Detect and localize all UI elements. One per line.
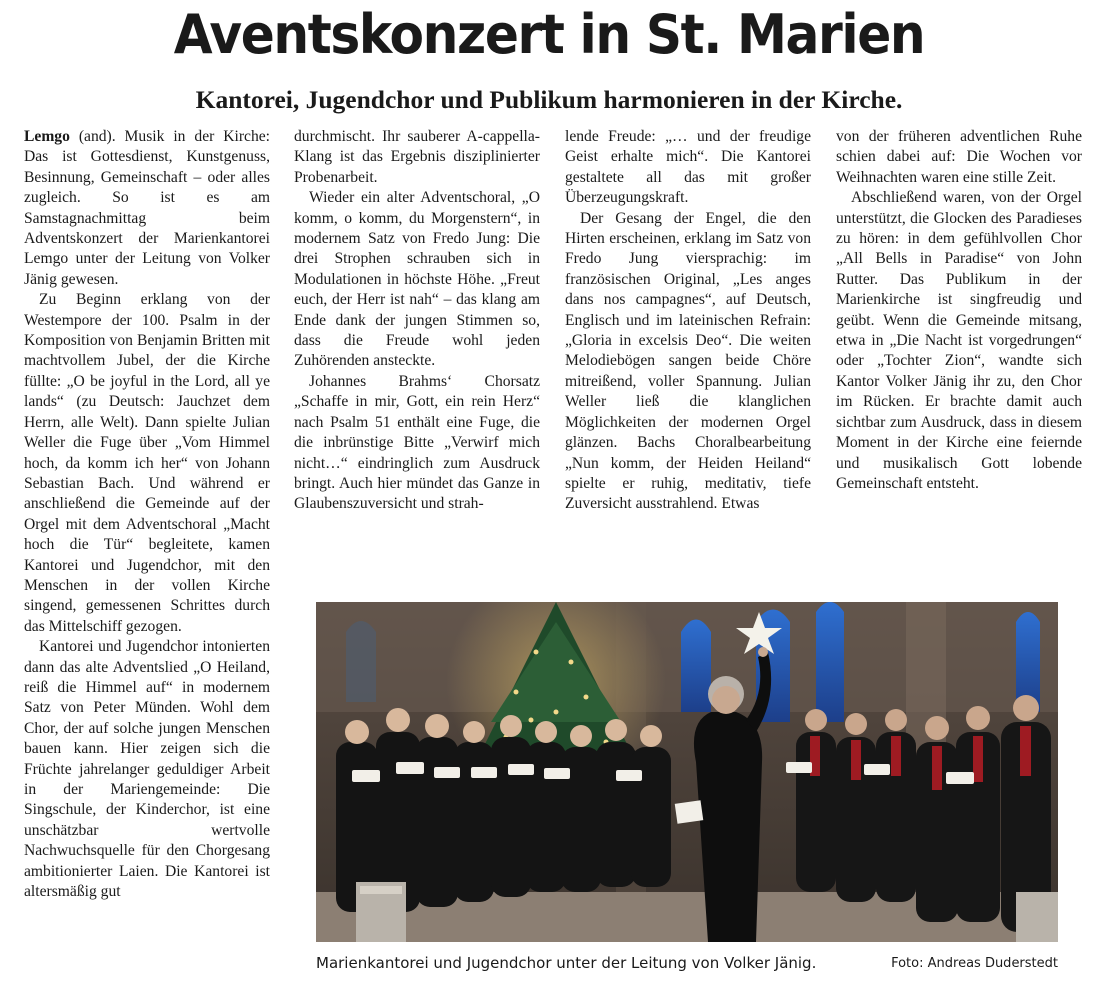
- photo-credit: Foto: Andreas Duderstedt: [891, 956, 1058, 971]
- paragraph: Johannes Brahms‘ Chorsatz „Schaffe in mir, Gott, ein rein Herz“ nach Psalm 51 enthält eine Fuge, die die inbrünstige Bitte „Verwirf mich nicht…“ eindringlich zum Ausdruck bringt. Auch hier mündet das Ganze in Glaubenszuversicht und strah-: [294, 372, 540, 513]
- paragraph: Der Gesang der Engel, die den Hirten erscheinen, erklang im Satz von Fredo Jung viersprachig: im französischen Original, „Les anges dans nos campagnes“, auf Deutsch, Englisch und im lateinischen Refrain: „Gloria in excelsis Deo“. Die weiten Melodiebögen sangen beide Chöre mitreißend, voller Spannung. Julian Weller ließ die klanglichen Möglichkeiten der modernen Orgel glänzen. Bachs Choralbearbeitung „Nun komm, der Heiden Heiland“ spielte er ruhig, meditativ, tiefe Zuversicht ausstrahlend. Etwas: [565, 209, 811, 513]
- paragraph: von der früheren adventlichen Ruhe schien dabei auf: Die Wochen vor Weihnachten waren eine stille Zeit.: [836, 128, 1082, 186]
- headline: Aventskonzert in St. Marien: [173, 3, 925, 66]
- paragraph: [24, 127, 270, 290]
- article-column-3: [565, 127, 811, 567]
- dateline: Lemgo: [24, 128, 70, 145]
- choir-left: [336, 708, 671, 912]
- pew-right: [1016, 892, 1058, 942]
- paragraph: Kantorei und Jugendchor intonierten dann das alte Adventslied „O Heiland, reiß die Himmel auf“ in modernem Satz von Peter Münden. Wohl dem Chor, der auf solche jungen Menschen bauen kann. Hier zeigen sich die Früchte jahrelanger geduldiger Arbeit in der Mariengemeinde: Die Singschule, der Kinderchor, ist eine unschätzbar wertvolle Nachwuchsquelle für den Chorgesang ambitionierter Laien. Die Kantorei ist altersmäßig gut: [24, 638, 270, 901]
- subheadline: Kantorei, Jugendchor und Publikum harmonieren in der Kirche.: [195, 85, 903, 114]
- paragraph: Wieder ein alter Adventschoral, „O komm, o komm, du Morgenstern“, in modernem Satz von Fredo Jung: Die drei Strophen schrauben sich in Modulationen in höchste Höhe. „Freut euch, der Herr ist nah“ – das klang am Ende dank der jungen Stimmen so, dass die Freude wohl jeden Zuhörenden ansteckte.: [294, 189, 540, 370]
- article-column-1: [24, 127, 270, 977]
- paragraph: durchmischt. Ihr sauberer A-cappella-Klang ist das Ergebnis disziplinierter Probenarbeit.: [294, 128, 540, 186]
- paragraph: Zu Beginn erklang von der Westempore der 100. Psalm in der Komposition von Benjamin Britten mit machtvollem Jubel, der die Kirche füllte: „O be joyful in the Lord, all ye lands“ (zu Deutsch: Jauchzet dem Herrn, alle Welt). Dann spielte Julian Weller die Fuge über „Vom Himmel hoch, da komm ich her“ von Johann Sebastian Bach. Und während er anschließend die Gemeinde auf der Orgel mit dem Adventschoral „Macht hoch die Tür“ begleitete, kamen Kantorei und Jugendchor, mit den Menschen in der vollen Kirche singend, gemessenen Schrittes durch das Mittelschiff gezogen.: [24, 291, 270, 635]
- photo-caption: Marienkantorei und Jugendchor unter der Leitung von Volker Jänig.: [316, 954, 817, 972]
- article-column-4: [836, 127, 1082, 567]
- concert-photo: [316, 602, 1058, 942]
- paragraph: Abschließend waren, von der Orgel unterstützt, die Glocken des Paradieses zu hören: in dem gefühlvollen Chor „All Bells in Paradise“ von John Rutter. Das Publikum in der Marienkirche ist singfreudig und geübt. Wenn die Gemeinde mitsang, etwa in „Die Nacht ist vorgedrungen“ oder „Tochter Zion“, wandte sich Kantor Volker Jänig ihr zu, den Chor im Rücken. Er brachte damit auch sichtbar zum Ausdruck, dass in diesem Moment in der Kirche eine feiernde und musikalisch Gott lobende Gemeinschaft entsteht.: [836, 189, 1082, 492]
- pew-left: [356, 882, 406, 942]
- paragraph-text: (and). Musik in der Kirche: Das ist Gottesdienst, Kunstgenuss, Besinnung, Gemeinschaft – oder alles zugleich. So ist es am Samstagnachmittag beim Adventskonzert der Marienkantorei Lemgo unter der Leitung von Volker Jänig gewesen.: [24, 128, 270, 288]
- paragraph: lende Freude: „… und der freudige Geist erhalte mich“. Die Kantorei gestaltete all das mit großer Überzeugungskraft.: [565, 128, 811, 207]
- article-column-2: [294, 127, 540, 567]
